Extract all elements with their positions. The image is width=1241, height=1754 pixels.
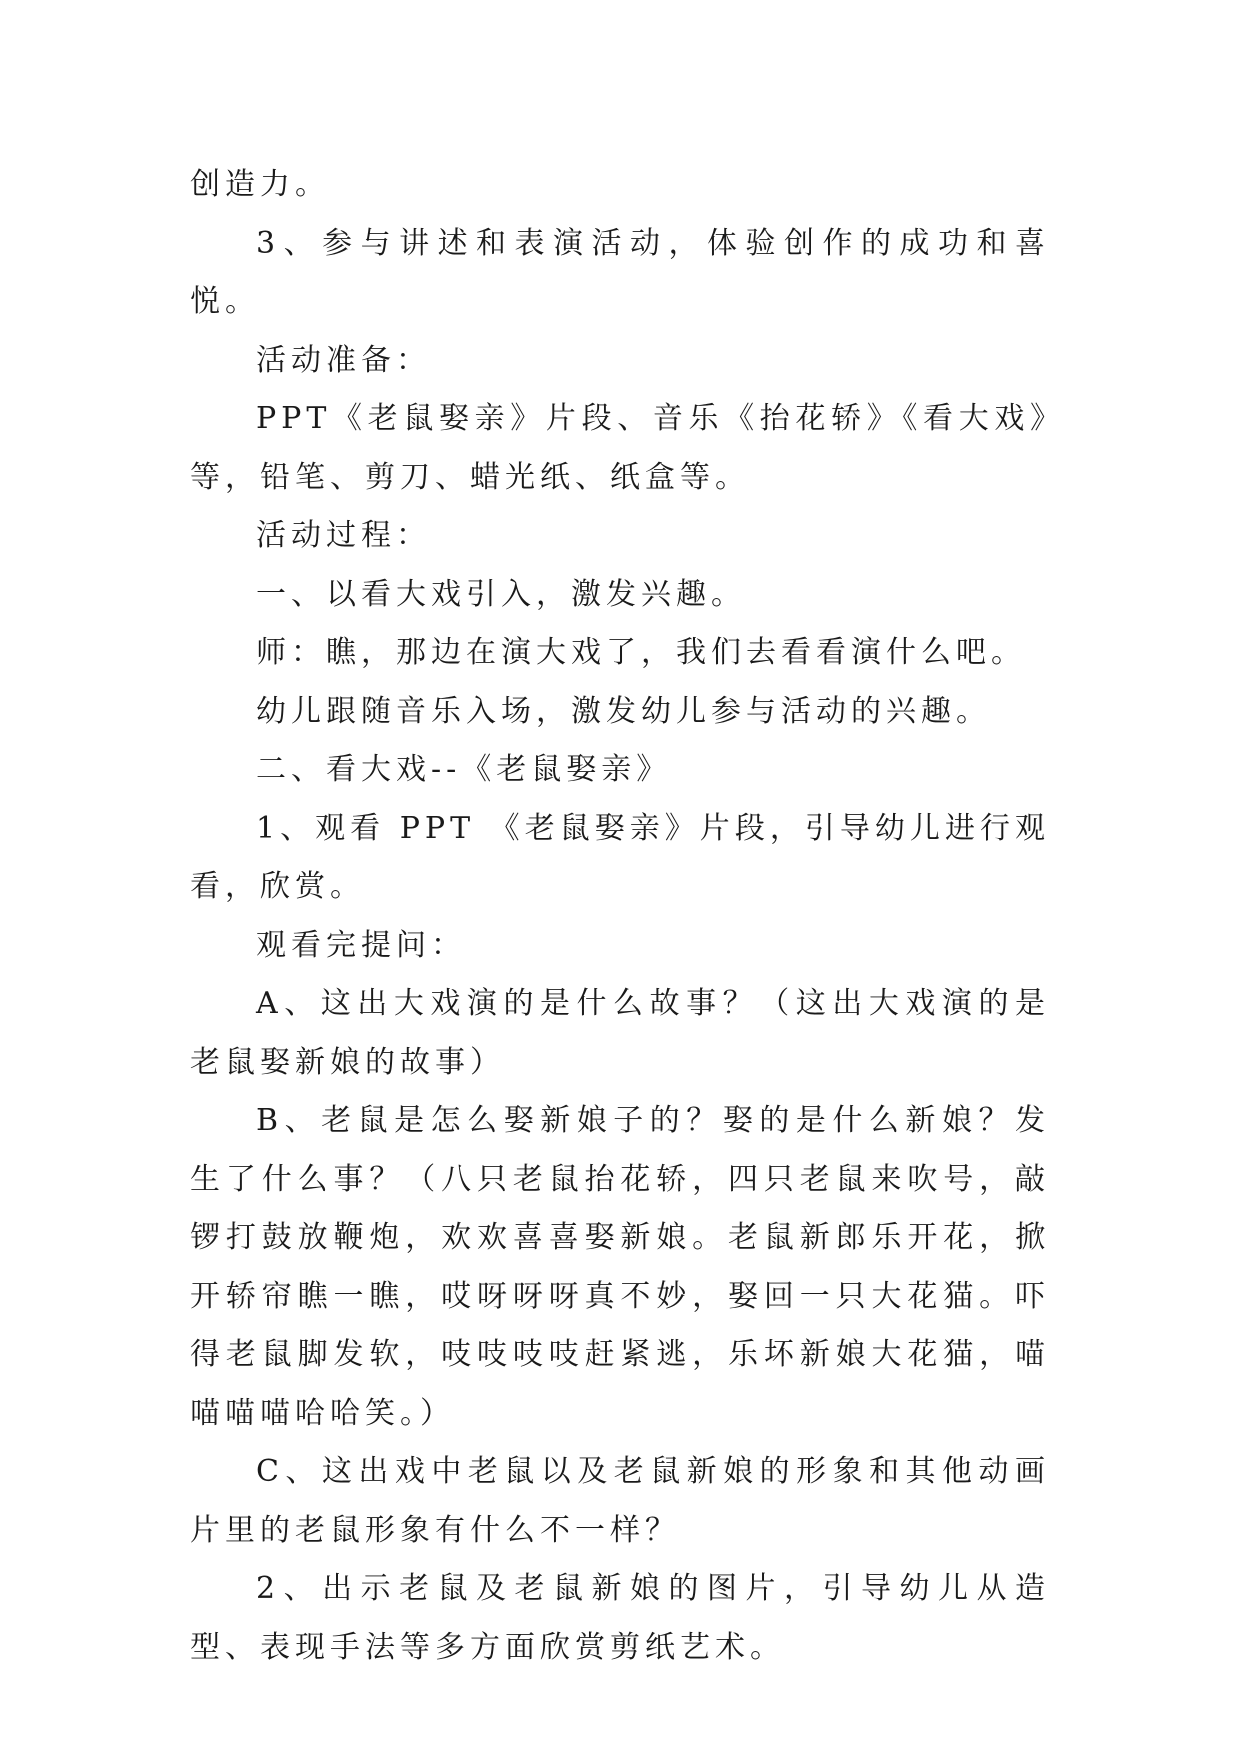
paragraph-9: 二、看大戏--《老鼠娶亲》	[256, 752, 672, 787]
paragraph-1: 创造力。	[190, 167, 330, 202]
paragraph-15: 2、出示老鼠及老鼠新娘的图片，引导幼儿从造型、表现手法等多方面欣赏剪纸艺术。	[190, 1571, 1050, 1665]
paragraph-6: 一、以看大戏引入，激发兴趣。	[256, 576, 746, 612]
paragraph-4: PPT《老鼠娶亲》片段、音乐《抬花轿》《看大戏》等，铅笔、剪刀、蜡光纸、纸盒等。	[190, 401, 1050, 495]
paragraph-14: C、这出戏中老鼠以及老鼠新娘的形象和其他动画片里的老鼠形象有什么不一样？	[190, 1454, 1050, 1548]
paragraph-13: B、老鼠是怎么娶新娘子的？娶的是什么新娘？发生了什么事？（八只老鼠抬花轿，四只老鼠来吹号，敲锣打鼓放鞭炮，欢欢喜喜娶新娘。老鼠新郎乐开花，掀开轿帘瞧一瞧，哎呀呀呀真不妙，娶回一只大花猫。吓得老鼠脚发软，吱吱吱吱赶紧逃，乐坏新娘大花猫，喵喵喵喵哈哈笑。）	[190, 1103, 1050, 1431]
paragraph-10: 1、观看 PPT 《老鼠娶亲》片段，引导幼儿进行观看，欣赏。	[190, 810, 1050, 904]
document-body	[190, 156, 1050, 1677]
paragraph-8: 幼儿跟随音乐入场，激发幼儿参与活动的兴趣。	[256, 693, 991, 729]
paragraph-12: A、这出大戏演的是什么故事？（这出大戏演的是老鼠娶新娘的故事）	[190, 986, 1050, 1080]
paragraph-3: 活动准备：	[256, 342, 431, 378]
paragraph-7: 师：瞧，那边在演大戏了，我们去看看演什么吧。	[256, 635, 1026, 670]
paragraph-2: 3、参与讲述和表演活动，体验创作的成功和喜悦。	[190, 225, 1050, 319]
paragraph-11: 观看完提问：	[256, 927, 466, 963]
paragraph-5: 活动过程：	[256, 518, 431, 553]
